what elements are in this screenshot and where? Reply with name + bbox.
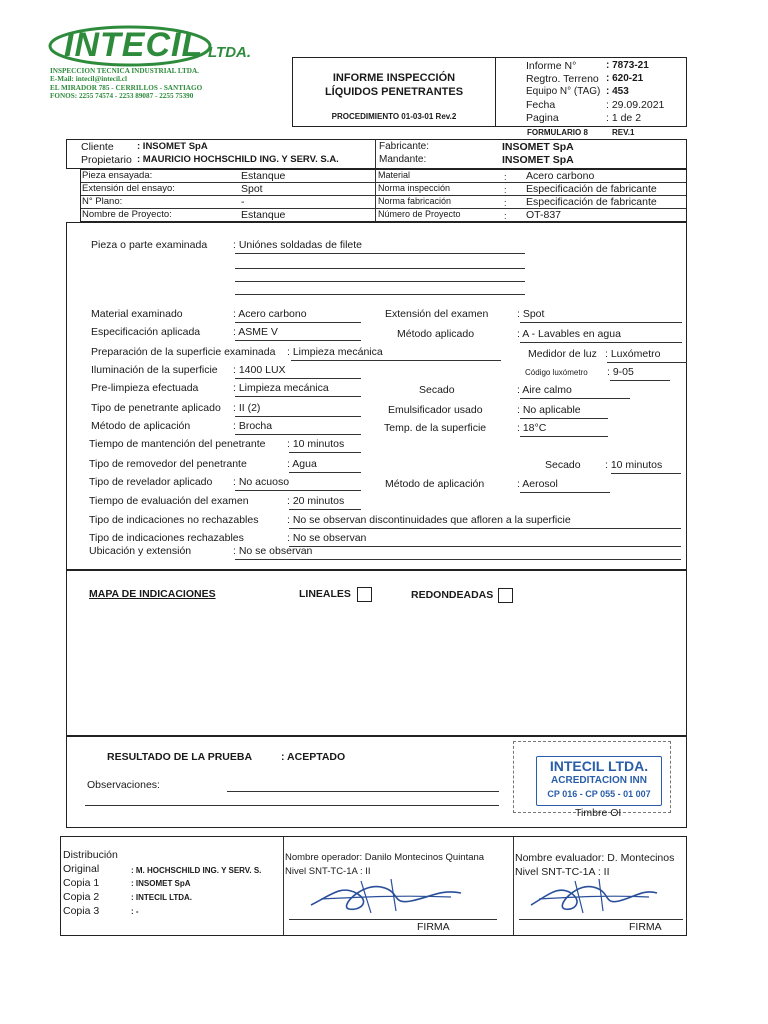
codigo-value: : 9-05 (607, 366, 634, 378)
company-line: INSPECCION TECNICA INDUSTRIAL LTDA. (50, 67, 199, 75)
pagina-label: Pagina (526, 112, 559, 124)
material-value: Acero carbono (526, 170, 595, 182)
lineales-checkbox[interactable] (357, 587, 372, 602)
especificacion-label: Especificación aplicada (91, 326, 201, 338)
report-subtitle: LÍQUIDOS PENETRANTES (324, 86, 464, 98)
result-label: RESULTADO DE LA PRUEBA (107, 751, 253, 763)
equipo-value: : 453 (606, 86, 629, 97)
informe-label: Informe N° (526, 60, 577, 72)
company-logo (48, 24, 258, 68)
company-line: FONOS: 2255 74574 - 2253 89087 - 2255 75390 (50, 92, 194, 101)
material-label: Material (378, 170, 411, 180)
dist-value-copia3: : - (131, 907, 139, 916)
company-line: E-Mail: intecil@intecil.cl (50, 75, 127, 84)
dist-value-original: : M. HOCHSCHILD ING. Y SERV. S. (131, 866, 262, 875)
dist-label-copia1: Copia 1 (63, 877, 100, 889)
mandante-value: INSOMET SpA (502, 154, 574, 166)
map-title: MAPA DE INDICACIONES (89, 588, 216, 600)
ubicacion-value: : No se observan (233, 545, 313, 557)
iluminacion-value: : 1400 LUX (233, 364, 286, 376)
extension-value: Spot (241, 183, 263, 195)
exam-box (66, 222, 687, 570)
fabricante-label: Fabricante: (379, 141, 430, 152)
norma-insp-value: Especificación de fabricante (526, 183, 657, 195)
client-box (66, 139, 687, 169)
observaciones-label: Observaciones: (87, 779, 160, 791)
title-box (292, 57, 496, 127)
formulario-label: FORMULARIO 8 (527, 128, 588, 137)
metodo-label: Método aplicado (397, 328, 475, 340)
tipo-pen-value: : II (2) (233, 402, 261, 414)
codigo-label: Código luxómetro (525, 368, 588, 377)
mandante-label: Mandante: (379, 154, 427, 165)
procedure-code: PROCEDIMIENTO 01-03-01 Rev.2 (331, 112, 457, 121)
mantencion-value: : 10 minutos (287, 438, 345, 450)
logo-text: INTECIL (64, 26, 204, 64)
num-proy-label: Número de Proyecto (378, 209, 461, 219)
dist-label-copia2: Copia 2 (63, 891, 100, 903)
operador-level: Nivel SNT-TC-1A : II (285, 866, 371, 877)
stamp-line-3: CP 016 - CP 055 - 01 007 (547, 789, 651, 799)
result-box (66, 736, 687, 828)
distribution-title: Distribución (63, 849, 118, 861)
evaluacion-value: : 20 minutos (287, 495, 345, 507)
prelimpieza-label: Pre-limpieza efectuada (91, 382, 199, 394)
company-line: EL MIRADOR 785 - CERRILLOS - SANTIAGO (50, 83, 203, 92)
preparacion-value: : Limpieza mecánica (287, 346, 383, 358)
evaluador-level: Nivel SNT-TC-1A : II (515, 866, 610, 878)
material-ex-value: : Acero carbono (233, 308, 307, 320)
stamp-frame (513, 741, 671, 813)
evaluacion-label: Tiempo de evaluación del examen (89, 495, 249, 507)
result-value: : ACEPTADO (281, 751, 346, 763)
no-rech-label: Tipo de indicaciones no rechazables (89, 514, 259, 526)
parte-value: : Uniónes soldadas de filete (233, 239, 362, 251)
accreditation-stamp (536, 756, 662, 806)
metodo-ap-value: : Brocha (233, 420, 273, 432)
parte-label: Pieza o parte examinada (91, 239, 208, 251)
plano-value: - (241, 196, 245, 208)
ubicacion-label: Ubicación y extensión (89, 545, 192, 557)
extension-label: Extensión del ensayo: (82, 183, 175, 194)
num-proy-value: OT-837 (526, 209, 562, 221)
company-info (50, 67, 202, 101)
mantencion-label: Tiempo de mantención del penetrante (89, 438, 266, 450)
stamp-line-1: INTECIL LTDA. (549, 758, 649, 774)
medidor-value: : Luxómetro (605, 348, 661, 360)
proyecto-value: Estanque (241, 209, 286, 221)
proyecto-label: Nombre de Proyecto: (82, 209, 172, 220)
fecha-label: Fecha (526, 99, 556, 111)
pieza-label: Pieza ensayada: (82, 170, 153, 181)
distribution-box (60, 836, 687, 936)
emulsificador-label: Emulsificador usado (388, 404, 483, 416)
emulsificador-value: : No aplicable (517, 404, 581, 416)
norma-fab-label: Norma fabricación (378, 196, 452, 206)
secado-label: Secado (419, 384, 455, 396)
dist-value-copia2: : INTECIL LTDA. (131, 893, 193, 902)
propietario-value: : MAURICIO HOCHSCHILD ING. Y SERV. S.A. (137, 154, 339, 165)
lineales-label: LINEALES (299, 588, 351, 600)
revelador-label: Tipo de revelador aplicado (89, 476, 213, 488)
no-rech-value: : No se observan discontinuidades que afloren a la superficie (287, 514, 571, 526)
temp-value: : 18°C (517, 422, 547, 434)
material-ex-label: Material examinado (91, 308, 183, 320)
revision-label: REV.1 (612, 128, 635, 137)
cliente-label: Cliente (81, 141, 114, 153)
fecha-value: : 29.09.2021 (606, 99, 665, 111)
removedor-label: Tipo de removedor del penetrante (89, 458, 247, 470)
medidor-label: Medidor de luz (528, 348, 597, 360)
piece-box: Pieza ensayada: Estanque Extensión del ensayo: Spot N° Plano: - Nombre de Proyecto: Estanque Material Acero carbono Norma inspección Especificación de fabricante Norma fabricación Especificación de fabricante Número de Proyecto OT-837 : : : : (80, 169, 687, 222)
secado2-value: : 10 minutos (605, 459, 663, 471)
evaluador-name: Nombre evaluador: D. Montecinos (515, 852, 675, 864)
norma-fab-value: Especificación de fabricante (526, 196, 657, 208)
plano-label: N° Plano: (82, 196, 123, 207)
rech-label: Tipo de indicaciones rechazables (89, 532, 244, 544)
evaluador-signature (523, 875, 663, 917)
evaluador-firma-label: FIRMA (629, 921, 662, 933)
propietario-label: Propietario (81, 154, 132, 166)
cliente-value: : INSOMET SpA (137, 141, 208, 152)
logo-suffix: LTDA. (208, 44, 252, 61)
metodo-ap-label: Método de aplicación (91, 420, 191, 432)
redondeadas-checkbox[interactable] (498, 588, 513, 603)
iluminacion-label: Iluminación de la superficie (91, 364, 218, 376)
extension-ex-label: Extensión del examen (385, 308, 489, 320)
metodo-value: : A - Lavables en agua (517, 328, 621, 340)
informe-value: : 7873-21 (606, 60, 649, 71)
dist-label-original: Original (63, 863, 100, 875)
equipo-label: Equipo N° (TAG) (526, 86, 601, 97)
fabricante-value: INSOMET SpA (502, 141, 574, 153)
operador-signature (301, 875, 471, 917)
revelador-value: : No acuoso (233, 476, 290, 488)
metodo-ap2-value: : Aerosol (517, 478, 558, 490)
preparacion-label: Preparación de la superficie examinada (91, 346, 276, 358)
regtro-label: Regtro. Terreno (526, 73, 599, 85)
secado-value: : Aire calmo (517, 384, 572, 396)
stamp-line-2: ACREDITACION INN (551, 775, 647, 786)
indications-map-box (66, 570, 687, 736)
secado2-label: Secado (545, 459, 581, 471)
metodo-ap2-label: Método de aplicación (385, 478, 485, 490)
norma-insp-label: Norma inspección (378, 183, 451, 193)
regtro-value: : 620-21 (606, 73, 644, 84)
redondeadas-label: REDONDEADAS (411, 589, 494, 601)
especificacion-value: : ASME V (233, 326, 278, 338)
operador-firma-label: FIRMA (417, 921, 450, 933)
dist-value-copia1: : INSOMET SpA (131, 879, 191, 888)
report-info-box (495, 57, 687, 127)
extension-ex-value: : Spot (517, 308, 545, 320)
pagina-value: : 1 de 2 (606, 112, 642, 124)
dist-label-copia3: Copia 3 (63, 905, 100, 917)
prelimpieza-value: : Limpieza mecánica (233, 382, 329, 394)
operador-name: Nombre operador: Danilo Montecinos Quintana (285, 852, 485, 863)
removedor-value: : Agua (287, 458, 317, 470)
pieza-value: Estanque (241, 170, 286, 182)
timbre-label: Timbre OI (575, 807, 622, 819)
report-title: INFORME INSPECCIÓN (332, 72, 456, 84)
rech-value: : No se observan (287, 532, 367, 544)
temp-label: Temp. de la superficie (384, 422, 487, 434)
tipo-pen-label: Tipo de penetrante aplicado (91, 402, 221, 414)
